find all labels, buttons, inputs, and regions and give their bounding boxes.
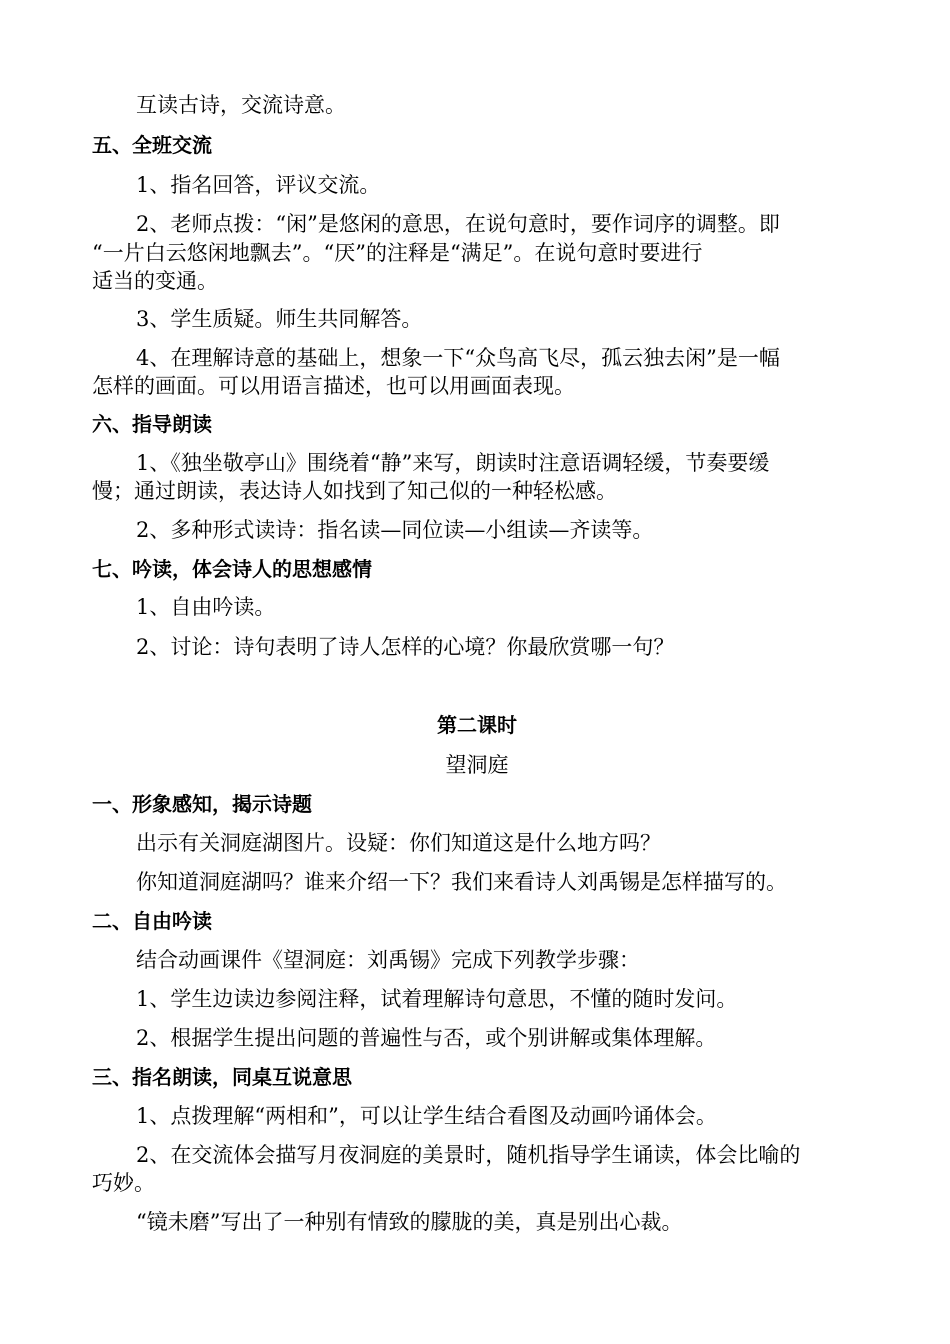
paragraph-line: 2、在交流体会描写月夜洞庭的美景时，随机指导学生诵读，体会比喻的	[136, 1143, 801, 1167]
poem-title: 望洞庭	[445, 753, 509, 777]
paragraph-line: 1、指名回答，评议交流。	[136, 173, 381, 197]
paragraph-line: 2、老师点拨：“闲”是悠闲的意思，在说句意时，要作词序的调整。即	[136, 212, 780, 236]
section-heading: 三、指名朗读，同桌互说意思	[92, 1065, 352, 1089]
paragraph-line: 1、点拨理解“两相和”，可以让学生结合看图及动画吟诵体会。	[136, 1104, 717, 1128]
section-heading: 七、吟读，体会诗人的思想感情	[92, 557, 372, 581]
paragraph-line: 1、自由吟读。	[136, 595, 276, 619]
paragraph-line: 3、学生质疑。师生共同解答。	[136, 307, 423, 331]
paragraph-line: 出示有关洞庭湖图片。设疑：你们知道这是什么地方吗？	[136, 831, 661, 855]
paragraph-line: 2、多种形式读诗：指名读—同位读—小组读—齐读等。	[136, 518, 654, 542]
lesson-title: 第二课时	[437, 713, 517, 737]
paragraph-line: 2、根据学生提出问题的普遍性与否，或个别讲解或集体理解。	[136, 1026, 717, 1050]
paragraph-line: 1、《独坐敬亭山》围绕着“静”来写，朗读时注意语调轻缓，节奏要缓	[136, 451, 770, 475]
paragraph-line: 2、讨论：诗句表明了诗人怎样的心境？你最欣赏哪一句？	[136, 635, 675, 659]
section-heading: 一、形象感知，揭示诗题	[92, 792, 312, 816]
paragraph-line: 4、在理解诗意的基础上，想象一下“众鸟高飞尽，孤云独去闲”是一幅	[136, 346, 780, 370]
paragraph-line: 1、学生边读边参阅注释，试着理解诗句意思，不懂的随时发问。	[136, 987, 738, 1011]
paragraph-line: 巧妙。	[92, 1171, 155, 1195]
paragraph-line: 结合动画课件《望洞庭：刘禹锡》完成下列教学步骤：	[136, 948, 640, 972]
paragraph-line: 互读古诗，交流诗意。	[136, 93, 346, 117]
paragraph-line: 适当的变通。	[92, 269, 218, 293]
paragraph-line: “镜未磨”写出了一种别有情致的朦胧的美，真是别出心裁。	[136, 1210, 683, 1234]
section-heading: 二、自由吟读	[92, 909, 212, 933]
paragraph-line: “一片白云悠闲地飘去”。“厌”的注释是“满足”。在说句意时要进行	[92, 241, 703, 265]
section-heading: 六、指导朗读	[92, 412, 212, 436]
paragraph-line: 怎样的画面。可以用语言描述，也可以用画面表现。	[92, 374, 575, 398]
section-heading: 五、全班交流	[92, 133, 212, 157]
paragraph-line: 你知道洞庭湖吗？谁来介绍一下？我们来看诗人刘禹锡是怎样描写的。	[136, 870, 787, 894]
paragraph-line: 慢；通过朗读，表达诗人如找到了知己似的一种轻松感。	[92, 479, 617, 503]
